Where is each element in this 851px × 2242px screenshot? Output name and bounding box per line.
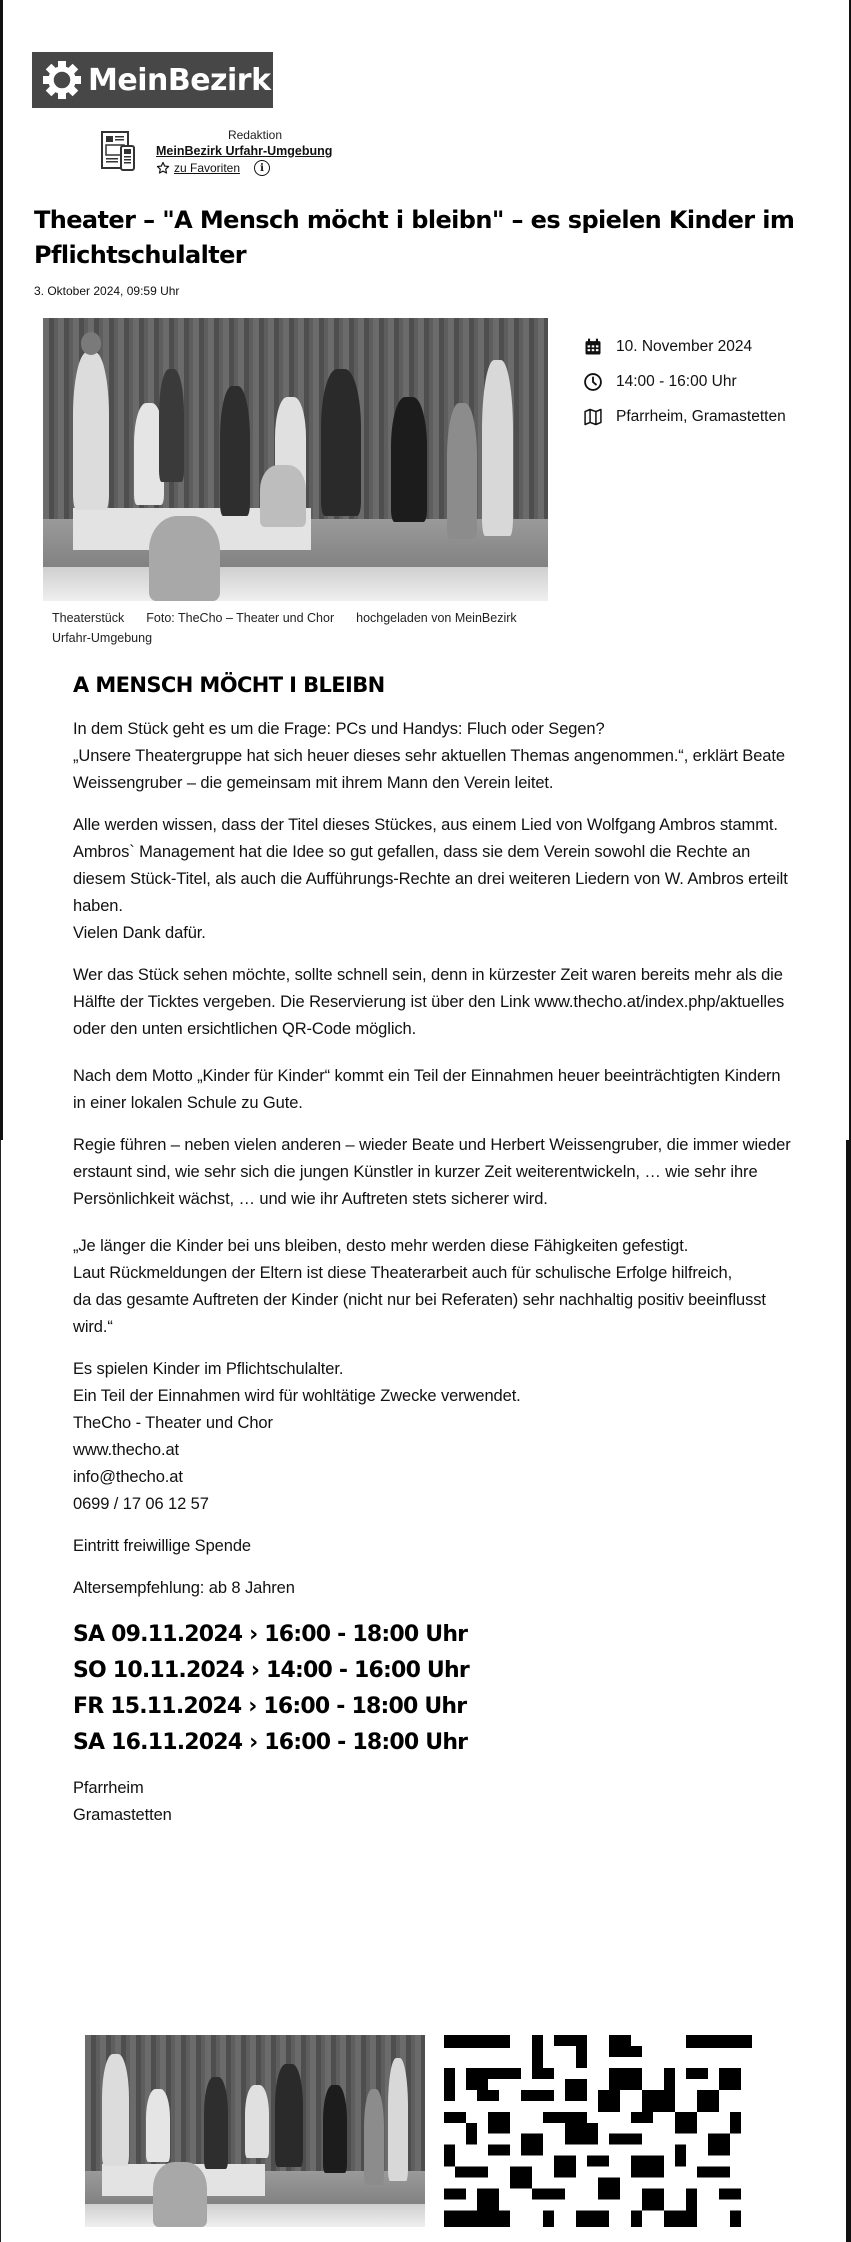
event-location: Pfarrheim, Gramastetten [616, 408, 786, 425]
photo-credit: Foto: TheCho – Theater und Chor [146, 611, 335, 625]
window-frame-right [846, 1140, 851, 2242]
uploaded-by: hochgeladen von MeinBezirk Urfahr-Umgebung [52, 611, 517, 645]
paragraph: Regie führen – neben vielen anderen – wieder Beate und Herbert Weissengruber, die immer wieder erstaunt sind, wie sehr sich die jungen Künstler in kurzer Zeit weiterentwickeln, … wie sehr ihre Persönlichkeit wächst, … und wie ihr Auftreten stets sicherer wird. [73, 1136, 791, 1208]
info-icon[interactable]: i [254, 160, 270, 176]
email-link[interactable]: info@thecho.at [73, 1468, 183, 1486]
clock-icon [583, 372, 603, 392]
image-caption [52, 608, 552, 648]
performance-schedule [73, 1617, 793, 1761]
qr-code-pattern [444, 2035, 752, 2227]
paragraph: Alle werden wissen, dass der Titel dieses Stückes, aus einem Lied von Wolfgang Ambros stammt. Ambros` Management hat die Idee so gut gefallen, dass sie dem Verein sowohl die Rechte an diesem Stück-Titel, als auch die Aufführungs-Rechte an drei weiteren Liedern von W. Ambros erteilt haben. Vielen Dank dafür. [73, 816, 788, 942]
event-time-row [583, 370, 813, 394]
star-outline-icon[interactable] [156, 161, 170, 175]
schedule-item: SO 10.11.2024 › 14:00 - 16:00 Uhr [73, 1658, 469, 1683]
contact-paragraph: Es spielen Kinder im Pflichtschulalter. Ein Teil der Einnahmen wird für wohltätige Zwecke verwendet. TheCho - Theater und Chor www.thecho.at info@thecho.at 0699 / 17 06 12 57 [73, 1356, 793, 1518]
author-block [100, 128, 354, 176]
add-to-favorites-link[interactable]: zu Favoriten [174, 161, 241, 175]
author-name-link[interactable]: MeinBezirk Urfahr-Umgebung [156, 144, 333, 158]
paragraph-reservation: Wer das Stück sehen möchte, sollte schnell sein, denn in kürzester Zeit waren bereits mehr als die Hälfte der Ticktes vergeben. Die Reservierung ist über den Link www.thecho.at/index.php/aktuelles oder den unten ersichtlichen QR-Code möglich. [73, 966, 785, 1038]
quote-paragraph: „Je länger die Kinder bei uns bleiben, desto mehr werden diese Fähigkeiten gefestigt. Laut Rückmeldungen der Eltern ist diese Theaterarbeit auch für schulische Erfolge hilfreich, da das gesamte Auftreten der Kinder (nicht nur bei Referaten) sehr nachhaltig positiv beeinflusst wird.“ [73, 1237, 766, 1336]
schedule-item: SA 16.11.2024 › 16:00 - 18:00 Uhr [73, 1730, 468, 1755]
calendar-icon [583, 337, 603, 357]
sun-gear-logo-icon [42, 60, 82, 100]
event-details [583, 335, 813, 440]
venue: Pfarrheim Gramastetten [73, 1779, 172, 1824]
author-role: Redaktion [227, 128, 283, 142]
hero-image[interactable] [43, 318, 548, 601]
phone-number: 0699 / 17 06 12 57 [73, 1495, 209, 1513]
section-title: A MENSCH MÖCHT I BLEIBN [73, 673, 385, 697]
admission-info: Eintritt freiwillige Spende [73, 1537, 251, 1555]
window-frame-left [0, 0, 3, 1140]
website-link[interactable]: www.thecho.at [73, 1441, 180, 1459]
article-headline: Theater – "A Mensch möcht i bleibn" – es spielen Kinder im Pflichtschulalter [34, 206, 795, 269]
event-date: 10. November 2024 [616, 338, 753, 355]
age-recommendation: Altersempfehlung: ab 8 Jahren [73, 1579, 295, 1597]
paragraph: Nach dem Motto „Kinder für Kinder“ kommt ein Teil der Einnahmen heuer beeinträchtigten Kindern in einer lokalen Schule zu Gute. [73, 1067, 781, 1112]
logo-text: MeinBezirk [88, 62, 271, 98]
publish-date: 3. Oktober 2024, 09:59 Uhr [34, 284, 180, 298]
article-body [73, 670, 793, 1844]
schedule-item: FR 15.11.2024 › 16:00 - 18:00 Uhr [73, 1694, 467, 1719]
meinbezirk-logo[interactable] [32, 52, 273, 108]
schedule-item: SA 09.11.2024 › 16:00 - 18:00 Uhr [73, 1622, 468, 1647]
newspaper-icon [100, 128, 138, 176]
stage-photo [43, 318, 548, 601]
reservation-qr-code[interactable] [444, 2035, 752, 2227]
event-time: 14:00 - 16:00 Uhr [616, 373, 737, 390]
event-location-row [583, 405, 813, 429]
paragraph: In dem Stück geht es um die Frage: PCs und Handys: Fluch oder Segen? „Unsere Theatergruppe hat sich heuer dieses sehr aktuellen Themas angenommen.“, erklärt Beate Weissengruber – die gemeinsam mit ihrem Mann den Verein leitet. [73, 720, 785, 792]
gallery-image-stage[interactable] [85, 2035, 425, 2227]
map-icon [583, 407, 603, 427]
event-date-row [583, 335, 813, 359]
caption-text: Theaterstück [52, 611, 125, 625]
window-frame-left [0, 1140, 1, 2242]
